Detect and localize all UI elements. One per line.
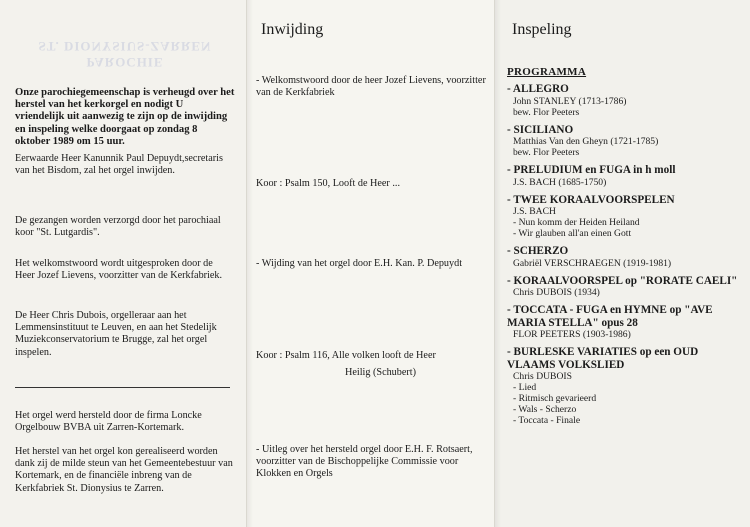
koor-paragraph: De gezangen worden verzorgd door het parochiaal koor "St. Lutgardis". [15,215,221,239]
piece-detail: - Wir glauben all'an einen Gott [513,228,632,239]
divider [15,387,230,388]
middle-panel [246,0,494,527]
piece-detail: - Wals - Scherzo [513,404,577,415]
piece-title: - BURLESKE VARIATIES op een OUD VLAAMS VOLKSLIED [507,346,699,371]
programma-item [507,275,743,299]
piece-detail: Gabriël VERSCHRAEGEN (1919-1981) [513,257,672,269]
heilig-item: Heilig (Schubert) [345,367,417,378]
piece-detail: J.S. BACH [513,206,556,217]
piece-title: - KORAALVOORSPEL op "RORATE CAELI" [507,274,738,287]
programma-item [507,164,743,188]
piece-detail: J.S. BACH (1685-1750) [513,176,607,188]
financiering-paragraph: Het herstel van het orgel kon gerealiseerd worden dank zij de milde steun van het Gemeentebestuur van Kortemark, en de financiële inbreng van de Kerkfabriek St. Dionysius te Zarren. [15,446,233,494]
piece-detail: Chris DUBOIS (1934) [513,287,600,298]
piece-detail: bew. Flor Peeters [513,106,580,118]
piece-detail: FLOR PEETERS (1903-1986) [513,329,631,340]
programma-title: PROGRAMMA [507,66,587,78]
orgelbouw-paragraph: Het orgel werd hersteld door de firma Loncke Orgelbouw BVBA uit Zarren-Kortemark. [15,410,202,434]
psalm-116-item: Koor : Psalm 116, Alle volken looft de Heer [256,350,436,361]
invitation-text: Onze parochiegemeenschap is verheugd over het herstel van het kerkorgel en nodigt U vriendelijk uit aanwezig te zijn op de inwijding en inspeling welke doorgaat op zondag 8 oktober 1989 om 15 uur. [15,87,235,147]
inspeling-heading: Inspeling [512,21,572,38]
piece-detail: bew. Flor Peeters [513,147,580,158]
fold-shadow [495,0,501,527]
welkomstwoord-item: - Welkomstwoord door de heer Jozef Lievens, voorzitter van de Kerkfabriek [256,75,486,99]
piece-detail: John STANLEY (1713-1786) [513,95,627,107]
piece-detail: Chris DUBOIS [513,371,572,382]
welkomstwoord-paragraph: Het welkomstwoord wordt uitgesproken door de Heer Jozef Lievens, voorzitter van de Kerkfabriek. [15,258,223,282]
piece-title: - SCHERZO [507,245,569,257]
piece-title: - SICILIANO [507,123,574,136]
piece-detail: - Lied [513,382,537,393]
inwijding-heading: Inwijding [261,21,324,38]
piece-detail: - Toccata - Finale [513,415,581,426]
piece-detail: Matthias Van den Gheyn (1721-1785) [513,136,659,147]
ghost-line-1: PAROCHIE [86,55,164,70]
programma-item [507,124,743,159]
piece-detail: - Nun komm der Heiden Heiland [513,217,640,228]
ghost-line-2: ST. DIONYSIUS-ZARREN [38,39,212,54]
programma-item [507,346,743,426]
fold-shadow [247,0,253,527]
programma-item [507,304,743,340]
piece-title: - ALLEGRO [507,83,569,95]
inwijding-paragraph: Eerwaarde Heer Kanunnik Paul Depuydt,secretaris van het Bisdom, zal het orgel inwijden. [15,153,223,177]
psalm-150-item: Koor : Psalm 150, Looft de Heer ... [256,178,401,189]
programma-item [507,245,743,269]
programma-list [507,83,743,432]
programma-item [507,194,743,240]
organist-paragraph: De Heer Chris Dubois, orgelleraar aan het Lemmensinstituut te Leuven, en aan het Stedelijk Muziekconservatorium te Brugge, zal het orgel inspelen. [15,310,217,358]
piece-detail: - Ritmisch gevarieerd [513,393,597,404]
wijding-item: - Wijding van het orgel door E.H. Kan. P. Depuydt [256,258,463,269]
show-through-text [20,38,230,70]
piece-title: - PRELUDIUM en FUGA in h moll [507,164,676,176]
uitleg-item: - Uitleg over het hersteld orgel door E.H. F. Rotsaert, voorzitter van de Bischoppelijke Commissie voor Klokken en Orgels [256,444,473,480]
piece-title: - TOCCATA - FUGA en HYMNE op "AVE MARIA STELLA" opus 28 [507,304,713,329]
programma-item [507,83,743,118]
right-panel [494,0,750,527]
piece-title: - TWEE KORAALVOORSPELEN [507,193,675,206]
left-panel [0,0,246,527]
